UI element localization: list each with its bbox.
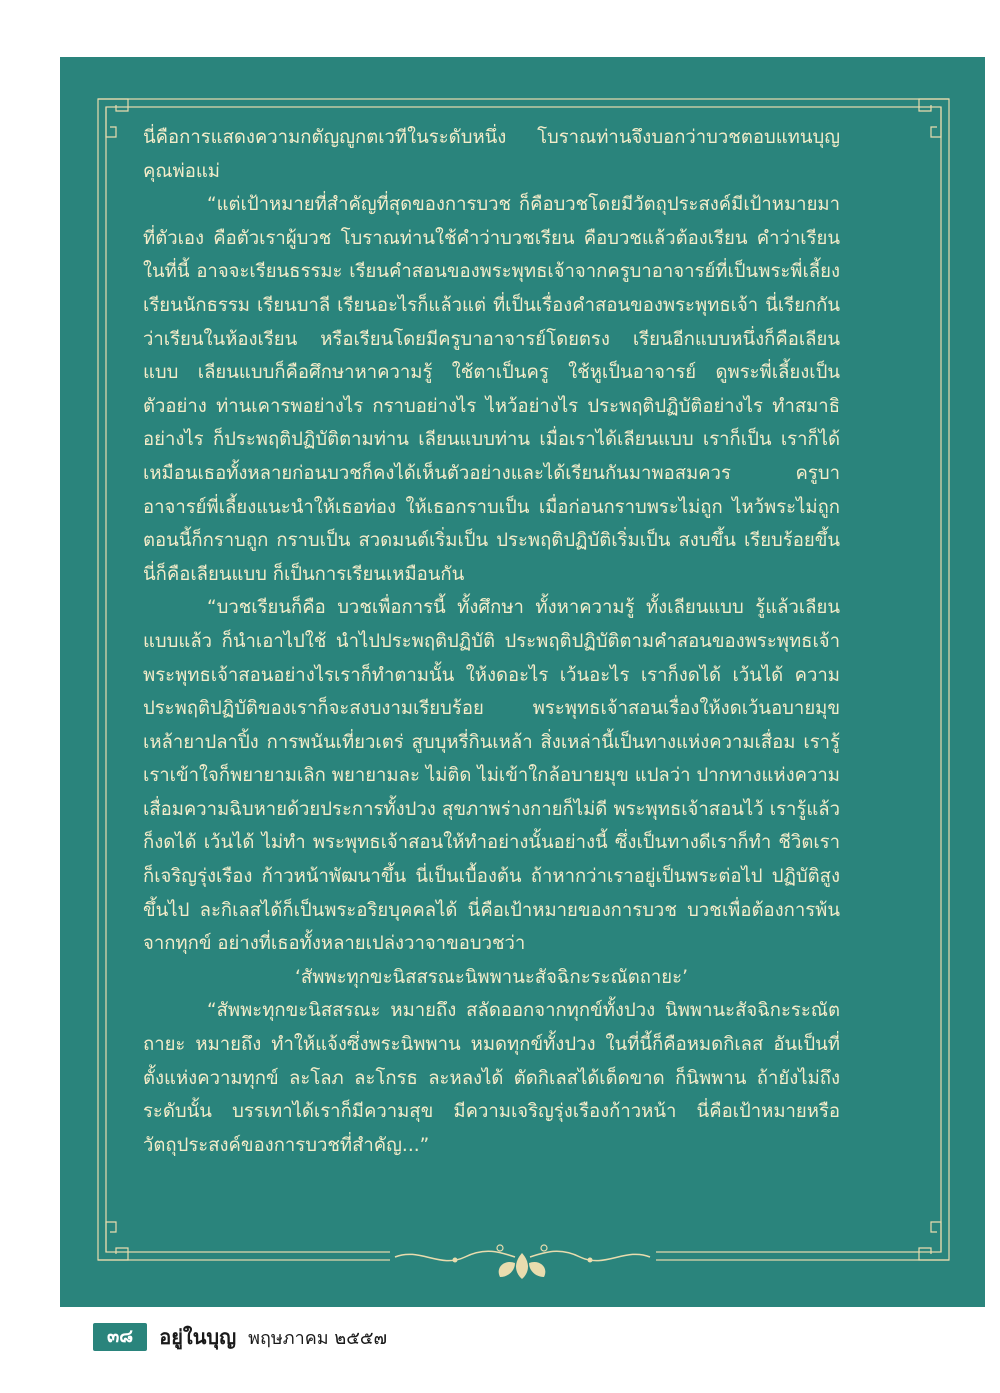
page-number: ๓๘: [93, 1323, 147, 1351]
page-footer: [93, 1322, 387, 1352]
magazine-title: อยู่ในบุญ: [159, 1325, 237, 1349]
floral-ornament-icon: [390, 1245, 656, 1279]
paragraph-4: “สัพพะทุกขะนิสสรณะ หมายถึง สลัดออกจากทุกข์ทั้งปวง นิพพานะสัจฉิกะระณัตถายะ หมายถึง ทำให้แจ้งซึ่งพระนิพพาน หมดทุกข์ทั้งปวง ในที่นี้ก็คือหมดกิเลส อันเป็นที่ตั้งแห่งความทุกข์ ละโลภ ละโกรธ ละหลงได้ ตัดกิเลสได้เด็ดขาด ก็นิพพาน ถ้ายังไม่ถึงระดับนั้น บรรเทาได้เราก็มีความสุข มีความเจริญรุ่งเรืองก้าวหน้า นี่คือเป้าหมายหรือวัตถุประสงค์ของการบวชที่สำคัญ...”: [143, 1000, 840, 1156]
issue-date: พฤษภาคม ๒๕๕๗: [248, 1327, 387, 1349]
paragraph-1: นี่คือการแสดงความกตัญญูกตเวทีในระดับหนึ่ง โบราณท่านจึงบอกว่าบวชตอบแทนบุญคุณพ่อแม่: [143, 127, 840, 182]
article-body: [143, 121, 840, 1162]
paragraph-2: “แต่เป้าหมายที่สำคัญที่สุดของการบวช ก็คือบวชโดยมีวัตถุประสงค์มีเป้าหมายมาที่ตัวเอง คือตัวเราผู้บวช โบราณท่านใช้คำว่าบวชเรียน คือบวชแล้วต้องเรียน คำว่าเรียนในที่นี้ อาจจะเรียนธรรมะ เรียนคำสอนของพระพุทธเจ้าจากครูบาอาจารย์ที่เป็นพระพี่เลี้ยง เรียนนักธรรม เรียนบาลี เรียนอะไรก็แล้วแต่ ที่เป็นเรื่องคำสอนของพระพุทธเจ้า นี่เรียกกันว่าเรียนในห้องเรียน หรือเรียนโดยมีครูบาอาจารย์โดยตรง เรียนอีกแบบหนึ่งก็คือเลียนแบบ เลียนแบบก็คือศึกษาหาความรู้ ใช้ตาเป็นครู ใช้หูเป็นอาจารย์ ดูพระพี่เลี้ยงเป็นตัวอย่าง ท่านเคารพอย่างไร กราบอย่างไร ไหว้อย่างไร ประพฤติปฏิบัติอย่างไร ทำสมาธิอย่างไร ก็ประพฤติปฏิบัติตามท่าน เลียนแบบท่าน เมื่อเราได้เลียนแบบ เราก็เป็น เราก็ได้ เหมือนเธอทั้งหลายก่อนบวชก็คงได้เห็นตัวอย่างและได้เรียนกันมาพอสมควร ครูบาอาจารย์พี่เลี้ยงแนะนำให้เธอท่อง ให้เธอกราบเป็น เมื่อก่อนกราบพระไม่ถูก ไหว้พระไม่ถูก ตอนนี้ก็กราบถูก กราบเป็น สวดมนต์เริ่มเป็น ประพฤติปฏิบัติเริ่มเป็น สงบขึ้น เรียบร้อยขึ้น นี่ก็คือเลียนแบบ ก็เป็นการเรียนเหมือนกัน: [143, 194, 840, 585]
paragraph-3: “บวชเรียนก็คือ บวชเพื่อการนี้ ทั้งศึกษา ทั้งหาความรู้ ทั้งเลียนแบบ รู้แล้วเลียนแบบแล้ว ก็นำเอาไปใช้ นำไปประพฤติปฏิบัติ ประพฤติปฏิบัติตามคำสอนของพระพุทธเจ้า พระพุทธเจ้าสอนอย่างไรเราก็ทำตามนั้น ให้งดอะไร เว้นอะไร เราก็งดได้ เว้นได้ ความประพฤติปฏิบัติของเราก็จะสงบงามเรียบร้อย พระพุทธเจ้าสอนเรื่องให้งดเว้นอบายมุข เหล้ายาปลาปิ้ง การพนันเที่ยวเตร่ สูบบุหรี่กินเหล้า สิ่งเหล่านี้เป็นทางแห่งความเสื่อม เรารู้เราเข้าใจก็พยายามเลิก พยายามละ ไม่ติด ไม่เข้าใกล้อบายมุข แปลว่า ปากทางแห่งความเสื่อมความฉิบหายด้วยประการทั้งปวง สุขภาพร่างกายก็ไม่ดี พระพุทธเจ้าสอนไว้ เรารู้แล้วก็งดได้ เว้นได้ ไม่ทำ พระพุทธเจ้าสอนให้ทำอย่างนั้นอย่างนี้ ซึ่งเป็นทางดีเราก็ทำ ชีวิตเราก็เจริญรุ่งเรือง ก้าวหน้าพัฒนาขึ้น นี่เป็นเบื้องต้น ถ้าหากว่าเราอยู่เป็นพระต่อไป ปฏิบัติสูงขึ้นไป ละกิเลสได้ก็เป็นพระอริยบุคคลได้ นี่คือเป้าหมายของการบวช บวชเพื่อต้องการพ้นจากทุกข์ อย่างที่เธอทั้งหลายเปล่งวาจาขอบวชว่า: [143, 597, 840, 955]
pali-verse: ‘สัพพะทุกขะนิสสรณะนิพพานะสัจฉิกะระณัตถายะ’: [295, 966, 688, 988]
